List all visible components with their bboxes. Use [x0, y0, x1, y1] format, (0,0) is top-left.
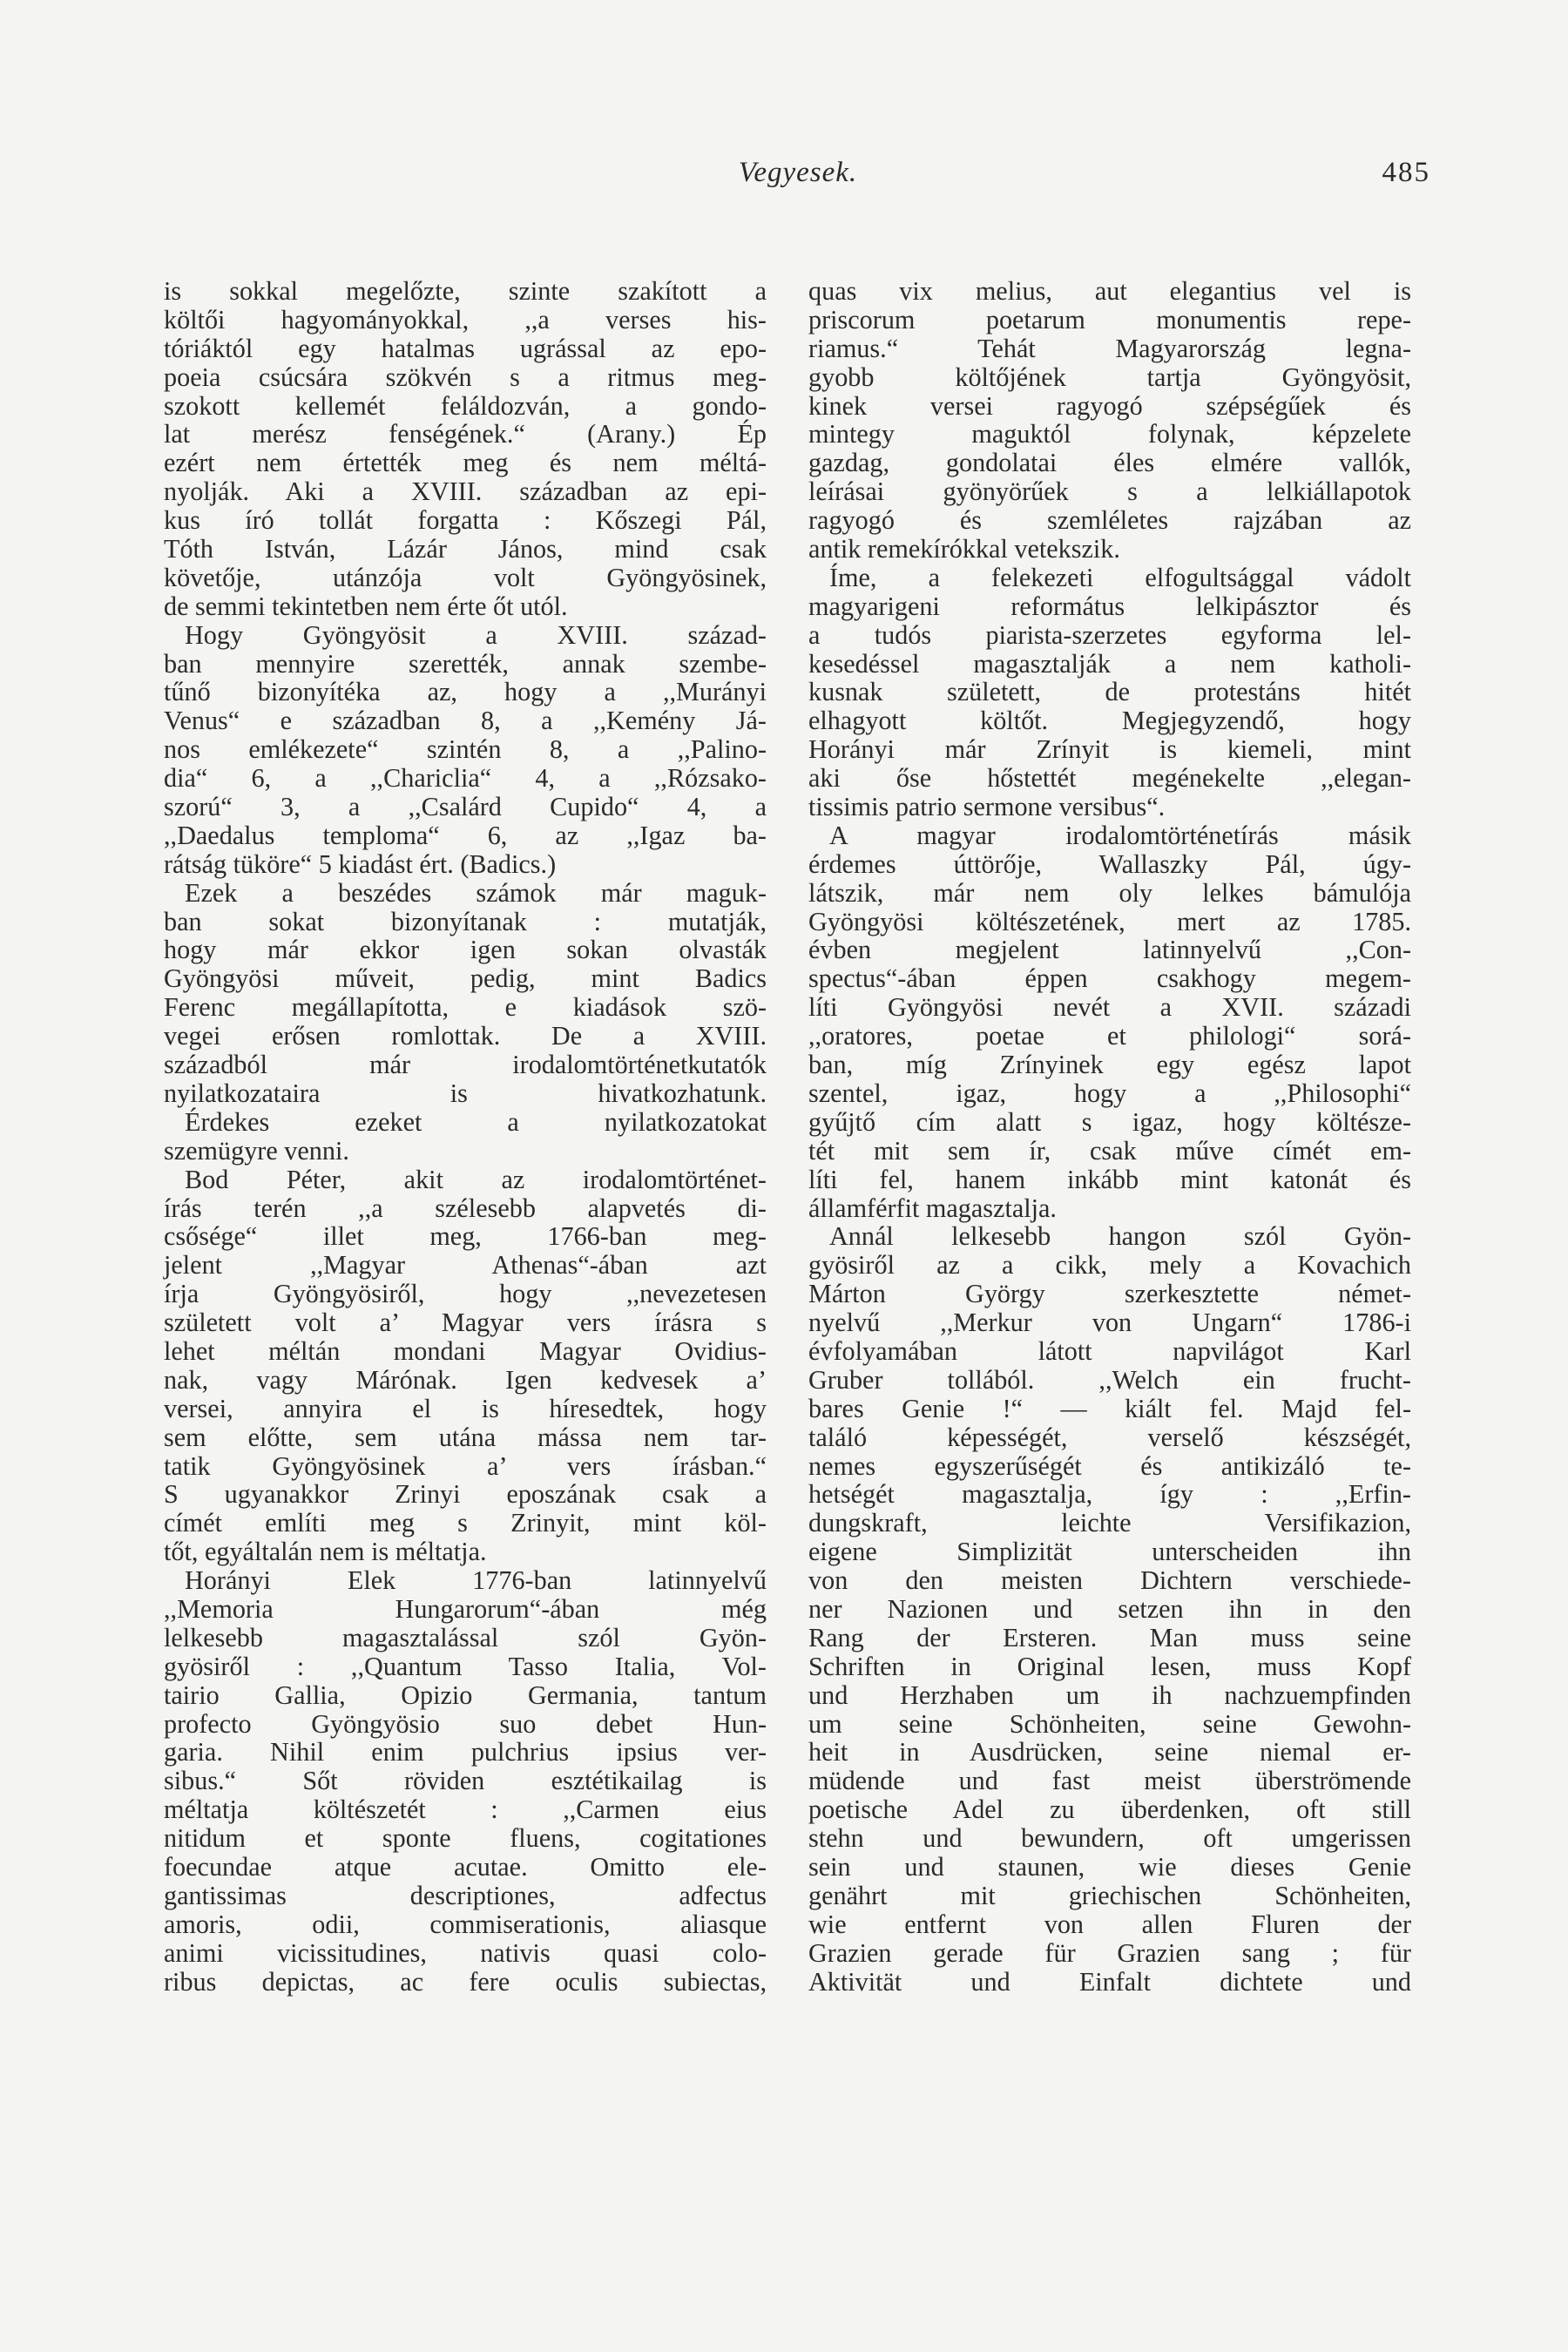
text-line: látszik, már nem oly lelkes bámulója [808, 877, 1411, 908]
text-line: antik remekírókkal vetekszik. [808, 534, 1120, 564]
text-line: priscorum poetarum monumentis repe- [808, 304, 1411, 335]
text-line: Érdekes ezeket a nyilatkozatokat [185, 1106, 767, 1137]
text-line: Hogy Gyöngyösit a XVIII. század- [185, 619, 767, 650]
right-column [808, 277, 1411, 1996]
text-line: nak, vagy Márónak. Igen kedvesek a’ [164, 1364, 767, 1395]
text-line: sibus.“ Sőt röviden esztétikailag is [164, 1766, 767, 1796]
text-line: ner Nazionen und setzen ihn in den [808, 1593, 1411, 1624]
text-line: ban sokat bizonyítanak : mutatják, [164, 906, 767, 936]
text-line: mintegy maguktól folynak, képzelete [808, 419, 1411, 449]
text-line: um seine Schönheiten, seine Gewohn- [808, 1708, 1411, 1739]
text-line: ,,oratores, poetae et philologi“ sorá- [808, 1021, 1411, 1051]
text-line: müdende und fast meist überströmende [808, 1766, 1411, 1796]
text-line: gyűjtő cím alatt s igaz, hogy költésze- [808, 1106, 1411, 1137]
text-line: líti Gyöngyösi nevét a XVII. századi [808, 992, 1411, 1023]
page-header [166, 150, 1430, 193]
text-line: Schriften in Original lesen, muss Kopf [808, 1651, 1411, 1681]
text-line: Gyöngyösi költészetének, mert az 1785. [808, 906, 1411, 936]
text-line: dia“ 6, a ,,Chariclia“ 4, a ,,Rózsako- [164, 763, 767, 794]
text-line: ,,Memoria Hungarorum“-ában még [164, 1593, 767, 1624]
text-line: nyolják. Aki a XVIII. században az epi- [164, 476, 767, 507]
text-line: Horányi Elek 1776-ban latinnyelvű [185, 1565, 767, 1596]
text-line: A magyar irodalomtörténetírás másik [829, 820, 1411, 850]
running-head: Vegyesek. [738, 157, 858, 188]
text-line: von den meisten Dichtern verschiede- [808, 1565, 1411, 1596]
text-line: hogy már ekkor igen sokan olvasták [164, 935, 767, 965]
text-line: nyilatkozataira is hivatkozhatunk. [164, 1078, 767, 1108]
text-line: rátság tüköre“ 5 kiadást ért. (Badics.) [164, 848, 557, 879]
text-line: írás terén ,,a szélesebb alapvetés di- [164, 1193, 767, 1223]
text-line: vegei erősen romlottak. De a XVIII. [164, 1021, 767, 1051]
text-line: Venus“ e században 8, a ,,Kemény Já- [164, 706, 767, 736]
text-line: kesedéssel magasztalják a nem katholi- [808, 648, 1411, 679]
text-line: garia. Nihil enim pulchrius ipsius ver- [164, 1737, 767, 1767]
text-line: quas vix melius, aut elegantius vel is [808, 276, 1411, 306]
text-line: nyelvű ,,Merkur von Ungarn“ 1786-i [808, 1308, 1411, 1338]
text-line: évben megjelent latinnyelvű ,,Con- [808, 935, 1411, 965]
text-line: nos emlékezete“ szintén 8, a ,,Palino- [164, 734, 767, 765]
text-line: amoris, odii, commiserationis, aliasque [164, 1909, 767, 1939]
text-line: profecto Gyöngyösio suo debet Hun- [164, 1708, 767, 1739]
text-line: spectus“-ában éppen csakhogy megem- [808, 963, 1411, 994]
text-line: genährt mit griechischen Schönheiten, [808, 1880, 1411, 1910]
text-line: költői hagyományokkal, ,,a verses his- [164, 304, 767, 335]
text-line: und Herzhaben um ih nachzuempfinden [808, 1680, 1411, 1710]
text-line: wie entfernt von allen Fluren der [808, 1909, 1411, 1939]
text-line: született volt a’ Magyar vers írásra s [164, 1308, 767, 1338]
text-line: foecundae atque acutae. Omitto ele- [164, 1851, 767, 1882]
text-line: ,,Daedalus temploma“ 6, az ,,Igaz ba- [164, 820, 767, 850]
text-line: ban mennyire szerették, annak szembe- [164, 648, 767, 679]
text-line: századból már irodalomtörténetkutatók [164, 1050, 767, 1080]
text-line: Ezek a beszédes számok már maguk- [185, 877, 767, 908]
text-line: gazdag, gondolatai éles elmére vallók, [808, 448, 1411, 478]
text-line: bares Genie !“ — kiált fel. Majd fel- [808, 1393, 1411, 1423]
text-line: ribus depictas, ac fere oculis subiectas, [164, 1966, 767, 1997]
text-line: leírásai gyönyörűek s a lelkiállapotok [808, 476, 1411, 507]
text-line: írja Gyöngyösiről, hogy ,,nevezetesen [164, 1279, 767, 1309]
text-line: gyösiről : ,,Quantum Tasso Italia, Vol- [164, 1651, 767, 1681]
text-line: riamus.“ Tehát Magyarország legna- [808, 333, 1411, 363]
text-line: ragyogó és szemléletes rajzában az [808, 505, 1411, 536]
text-line: heit in Ausdrücken, seine niemal er- [808, 1737, 1411, 1767]
text-line: sein und staunen, wie dieses Genie [808, 1851, 1411, 1882]
text-line: gyösiről az a cikk, mely a Kovachich [808, 1250, 1411, 1281]
text-line: elhagyott költőt. Megjegyzendő, hogy [808, 706, 1411, 736]
text-line: szokott kellemét feláldozván, a gondo- [164, 390, 767, 421]
text-line: hetségét magasztalja, így : ,,Erfin- [808, 1479, 1411, 1510]
text-line: szorú“ 3, a ,,Csalárd Cupido“ 4, a [164, 792, 767, 822]
text-line: Gyöngyösi műveit, pedig, mint Badics [164, 963, 767, 994]
text-line: versei, annyira el is híresedtek, hogy [164, 1393, 767, 1423]
text-line: poetische Adel zu überdenken, oft still [808, 1794, 1411, 1825]
text-line: évfolyamában látott napvilágot Karl [808, 1335, 1411, 1366]
text-line: is sokkal megelőzte, szinte szakított a [164, 276, 767, 306]
text-line: kus író tollát forgatta : Kőszegi Pál, [164, 505, 767, 536]
text-line: csősége“ illet meg, 1766-ban meg- [164, 1221, 767, 1252]
text-line: Aktivität und Einfalt dichtete und [808, 1966, 1411, 1997]
text-line: Rang der Ersteren. Man muss seine [808, 1622, 1411, 1652]
text-line: jelent ,,Magyar Athenas“-ában azt [164, 1250, 767, 1281]
text-line: szemügyre venni. [164, 1135, 349, 1166]
text-line: lelkesebb magasztalással szól Gyön- [164, 1622, 767, 1652]
text-line: gantissimas descriptiones, adfectus [164, 1880, 767, 1910]
text-line: tét mit sem ír, csak műve címét em- [808, 1135, 1411, 1166]
text-line: Tóth István, Lázár János, mind csak [164, 534, 767, 564]
text-line: ezért nem értették meg és nem méltá- [164, 448, 767, 478]
text-line: Íme, a felekezeti elfogultsággal vádolt [829, 562, 1411, 592]
text-line: lat merész fenségének.“ (Arany.) Ép [164, 419, 767, 449]
text-line: kinek versei ragyogó szépségűek és [808, 390, 1411, 421]
text-line: ban, míg Zrínyinek egy egész lapot [808, 1050, 1411, 1080]
text-line: S ugyanakkor Zrinyi eposzának csak a [164, 1479, 767, 1510]
text-line: tőt, egyáltalán nem is méltatja. [164, 1537, 487, 1567]
text-line: magyarigeni református lelkipásztor és [808, 591, 1411, 621]
text-line: Ferenc megállapította, e kiadások szö- [164, 992, 767, 1023]
text-line: szentel, igaz, hogy a ,,Philosophi“ [808, 1078, 1411, 1108]
text-line: líti fel, hanem inkább mint katonát és [808, 1164, 1411, 1194]
text-line: követője, utánzója volt Gyöngyösinek, [164, 562, 767, 592]
text-line: dungskraft, leichte Versifikazion, [808, 1508, 1411, 1538]
text-line: tairio Gallia, Opizio Germania, tantum [164, 1680, 767, 1710]
text-line: eigene Simplizität unterscheiden ihn [808, 1537, 1411, 1567]
text-line: államférfit magasztalja. [808, 1193, 1057, 1223]
text-line: tűnő bizonyítéka az, hogy a ,,Murányi [164, 677, 767, 707]
text-line: stehn und bewundern, oft umgerissen [808, 1823, 1411, 1854]
text-line: aki őse hőstettét megénekelte ,,elegan- [808, 763, 1411, 794]
text-line: Annál lelkesebb hangon szól Gyön- [829, 1221, 1411, 1252]
page-number: 485 [1382, 157, 1430, 188]
text-line: lehet méltán mondani Magyar Ovidius- [164, 1335, 767, 1366]
text-line: Bod Péter, akit az irodalomtörténet- [185, 1164, 767, 1194]
text-line: nitidum et sponte fluens, cogitationes [164, 1823, 767, 1854]
left-column [164, 277, 767, 1996]
text-line: sem előtte, sem utána mássa nem tar- [164, 1422, 767, 1452]
text-line: tóriáktól egy hatalmas ugrással az epo- [164, 333, 767, 363]
text-line: címét említi meg s Zrinyit, mint köl- [164, 1508, 767, 1538]
text-line: gyobb költőjének tartja Gyöngyösit, [808, 362, 1411, 392]
text-line: Horányi már Zrínyit is kiemeli, mint [808, 734, 1411, 765]
text-line: érdemes úttörője, Wallaszky Pál, úgy- [808, 848, 1411, 879]
text-line: kusnak született, de protestáns hitét [808, 677, 1411, 707]
text-line: tatik Gyöngyösinek a’ vers írásban.“ [164, 1450, 767, 1481]
text-line: animi vicissitudines, nativis quasi colo- [164, 1937, 767, 1968]
text-line: nemes egyszerűségét és antikizáló te- [808, 1450, 1411, 1481]
text-line: poeia csúcsára szökvén s a ritmus meg- [164, 362, 767, 392]
text-line: tissimis patrio sermone versibus“. [808, 792, 1166, 822]
text-line: a tudós piarista-szerzetes egyforma lel- [808, 619, 1411, 650]
text-line: Gruber tollából. ,,Welch ein frucht- [808, 1364, 1411, 1395]
text-line: Márton György szerkesztette német- [808, 1279, 1411, 1309]
text-line: Grazien gerade für Grazien sang ; für [808, 1937, 1411, 1968]
text-line: méltatja költészetét : ,,Carmen eius [164, 1794, 767, 1825]
text-line: de semmi tekintetben nem érte őt utól. [164, 591, 568, 621]
text-line: találó képességét, verselő készségét, [808, 1422, 1411, 1452]
